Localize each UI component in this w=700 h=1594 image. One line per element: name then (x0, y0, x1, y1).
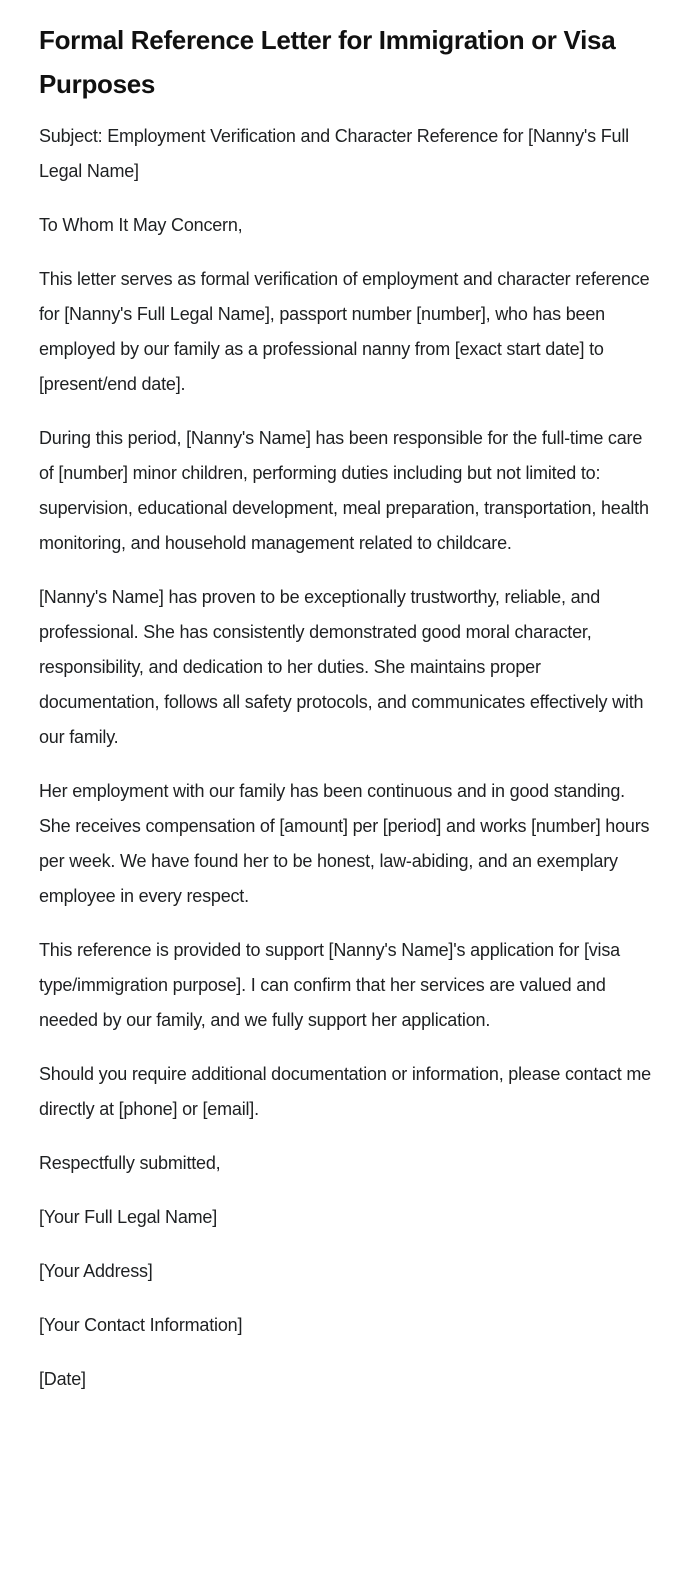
body-paragraph: Should you require additional documentation or information, please contact me directly at [phone] or [email]. (39, 1064, 651, 1119)
signature-name-placeholder: [Your Full Legal Name] (39, 1207, 218, 1227)
body-paragraph: During this period, [Nanny's Name] has been responsible for the full-time care of [number] minor children, performing duties including but not limited to: supervision, educational development, meal preparation, transportation, health monitoring, and household management related to childcare. (39, 428, 649, 553)
signature-address-placeholder: [Your Address] (39, 1261, 153, 1281)
subject-line: Subject: Employment Verification and Character Reference for [Nanny's Full Legal Name] (39, 126, 629, 181)
page-title: Formal Reference Letter for Immigration or Visa Purposes (39, 25, 616, 99)
body-paragraph: This letter serves as formal verification of employment and character reference for [Nanny's Full Legal Name], passport number [number], who has been employed by our family as a professional nanny from [exact start date] to [present/end date]. (39, 269, 650, 394)
body-paragraph: This reference is provided to support [Nanny's Name]'s application for [visa type/immigration purpose]. I can confirm that her services are valued and needed by our family, and we fully support her application. (39, 940, 620, 1030)
salutation: To Whom It May Concern, (39, 215, 243, 235)
body-paragraph: Her employment with our family has been continuous and in good standing. She receives compensation of [amount] per [period] and works [number] hours per week. We have found her to be honest, law-abiding, and an exemplary employee in every respect. (39, 781, 650, 906)
signature-contact-placeholder: [Your Contact Information] (39, 1315, 243, 1335)
signature-date-placeholder: [Date] (39, 1369, 86, 1389)
closing-line: Respectfully submitted, (39, 1153, 221, 1173)
body-paragraph: [Nanny's Name] has proven to be exceptionally trustworthy, reliable, and professional. She has consistently demonstrated good moral character, responsibility, and dedication to her duties. She maintains proper documentation, follows all safety protocols, and communicates effectively with our family. (39, 587, 644, 747)
